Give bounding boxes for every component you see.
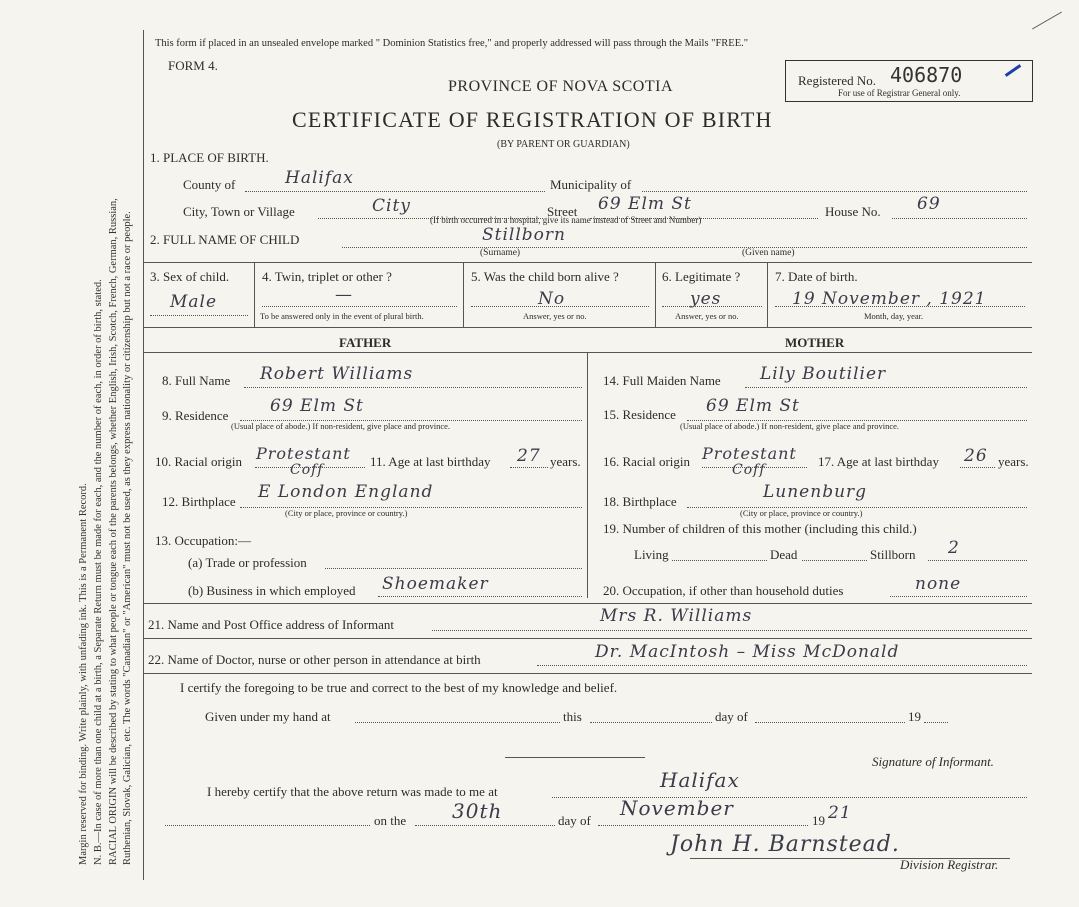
mother-age-value: 26 — [964, 446, 988, 466]
twin-note: To be answered only in the event of plural birth. — [260, 311, 424, 321]
year2-prefix: 19 — [812, 813, 825, 828]
sex-value: Male — [170, 292, 218, 312]
father-heading: FATHER — [339, 335, 392, 350]
mother-name-label: 14. Full Maiden Name — [603, 373, 721, 388]
on-the-label: on the — [374, 813, 407, 828]
father-trade-label: (a) Trade or profession — [188, 555, 307, 570]
place-heading: 1. PLACE OF BIRTH. — [150, 150, 269, 165]
left-border — [143, 30, 144, 880]
mother-name-value: Lily Boutilier — [760, 364, 887, 384]
municipality-label: Municipality of — [550, 177, 632, 192]
given-under-label: Given under my hand at — [205, 709, 331, 724]
check-mark-icon — [1005, 64, 1021, 77]
mother-residence-value: 69 Elm St — [706, 396, 800, 416]
street-value: 69 Elm St — [598, 194, 692, 214]
mother-age-unit: years. — [998, 454, 1029, 469]
county-value: Halifax — [285, 168, 354, 188]
certificate-title: CERTIFICATE OF REGISTRATION OF BIRTH — [292, 107, 773, 132]
date-label: 7. Date of birth. — [775, 269, 858, 284]
father-racial-value: Protestant — [256, 444, 351, 463]
registrar-signature: John H. Barnstead. — [670, 832, 900, 857]
alive-value: No — [538, 289, 566, 309]
on-the-leading-line — [165, 825, 370, 826]
father-racial-label: 10. Racial origin — [155, 454, 243, 469]
father-age-unit: years. — [550, 454, 581, 469]
legitimate-value: yes — [690, 289, 722, 309]
rule-bottom-boxes — [143, 327, 1032, 328]
father-residence-value: 69 Elm St — [270, 396, 364, 416]
alive-note: Answer, yes or no. — [523, 311, 587, 321]
surname-note: (Surname) — [480, 248, 521, 258]
mother-occupation-label: 20. Occupation, if other than household duties — [603, 583, 844, 598]
dead-line — [802, 560, 867, 561]
doctor-label: 22. Name of Doctor, nurse or other person in attendance at birth — [148, 652, 481, 667]
sex-label: 3. Sex of child. — [150, 269, 230, 284]
mother-birthplace-value: Lunenburg — [763, 482, 868, 502]
day-of-label: day of — [715, 709, 748, 724]
stillborn-value: 2 — [948, 538, 960, 558]
registrar-note: For use of Registrar General only. — [838, 88, 961, 98]
on-the-value: 30th — [452, 799, 503, 823]
margin-line-1: Margin reserved for binding. Write plainly, with unfading ink. This is a Permanent Record. — [78, 483, 89, 865]
father-name-label: 8. Full Name — [162, 373, 231, 388]
year-line — [924, 722, 948, 723]
date-value: 19 November , 1921 — [792, 289, 987, 309]
twin-value: — — [335, 285, 353, 305]
father-name-value: Robert Williams — [260, 364, 414, 384]
informant-label: 21. Name and Post Office address of Informant — [148, 617, 394, 632]
box-divider-4 — [767, 262, 768, 327]
father-trade-line — [325, 568, 582, 569]
month-value: November — [620, 796, 734, 820]
month2-line — [598, 825, 808, 826]
city-label: City, Town or Village — [183, 204, 295, 219]
father-business-line — [378, 596, 582, 597]
house-line — [892, 218, 1027, 219]
this-label: this — [563, 709, 582, 724]
return-label: I hereby certify that the above return was made to me at — [207, 784, 498, 799]
registered-number: 406870 — [890, 63, 963, 87]
mail-note: This form if placed in an unsealed envelope marked " Dominion Statistics free," and properly addressed will pass through the Mails "FREE." — [155, 38, 749, 49]
father-residence-note: (Usual place of abode.) If non-resident, give place and province. — [231, 421, 451, 431]
stillborn-line — [928, 560, 1027, 561]
given-at-line — [355, 722, 560, 723]
mother-residence-label: 15. Residence — [603, 407, 676, 422]
city-value: City — [372, 196, 411, 216]
margin-line-2: N. B.—In case of more than one child at a birth, a Separate Return must be made for each, and the number of each, in order of birth, stated. — [93, 279, 104, 865]
sex-line — [150, 315, 248, 316]
twin-line — [262, 306, 457, 307]
informant-value: Mrs R. Williams — [600, 606, 753, 626]
street-label: Street — [547, 204, 578, 219]
box-divider-2 — [463, 262, 464, 327]
father-age-line — [510, 467, 548, 468]
father-age-label: 11. Age at last birthday — [370, 454, 491, 469]
twin-label: 4. Twin, triplet or other ? — [262, 269, 392, 284]
father-occupation-label: 13. Occupation:— — [155, 533, 252, 548]
margin-notes — [0, 0, 140, 907]
informant-signature-rule — [505, 757, 645, 758]
father-age-value: 27 — [517, 446, 541, 466]
street-note: (If birth occurred in a hospital, give its name instead of Street and Number) — [430, 215, 702, 225]
alive-line — [471, 306, 649, 307]
county-line — [245, 191, 545, 192]
registered-label: Registered No. — [798, 73, 876, 88]
on-the-line — [415, 825, 555, 826]
rule-21 — [143, 603, 1032, 604]
mother-children-label: 19. Number of children of this mother (including this child.) — [603, 521, 917, 536]
mother-name-line — [745, 387, 1027, 388]
certificate-subtitle: (BY PARENT OR GUARDIAN) — [497, 139, 630, 150]
father-birthplace-note: (City or place, province or country.) — [285, 508, 408, 518]
alive-label: 5. Was the child born alive ? — [471, 269, 619, 284]
living-label: Living — [634, 547, 669, 562]
return-place-value: Halifax — [660, 768, 740, 792]
mother-birthplace-note: (City or place, province or country.) — [740, 508, 863, 518]
father-business-value: Shoemaker — [382, 574, 489, 594]
year2-value: 21 — [828, 803, 852, 823]
county-label: County of — [183, 177, 236, 192]
child-name-line — [342, 247, 1027, 248]
mother-residence-note: (Usual place of abode.) If non-resident, give place and province. — [680, 421, 900, 431]
dead-label: Dead — [770, 547, 798, 562]
date-line — [775, 306, 1025, 307]
father-birthplace-label: 12. Birthplace — [162, 494, 236, 509]
margin-line-4: Ruthenian, Slovak, Galician, etc. The words "Canadian" or "American" must not be used, as they express nationality or citizenship but not a race or people. — [122, 211, 133, 865]
father-racial-sub: Coff — [290, 462, 324, 478]
mother-occupation-value: none — [915, 574, 962, 594]
division-registrar-label: Division Registrar. — [900, 857, 999, 872]
doctor-value: Dr. MacIntosh – Miss McDonald — [595, 642, 900, 662]
living-line — [672, 560, 767, 561]
stillborn-label: Stillborn — [870, 547, 916, 562]
rule-certify — [143, 673, 1032, 674]
child-name-value: Stillborn — [482, 225, 566, 245]
this-day-line — [590, 722, 712, 723]
box-divider-3 — [655, 262, 656, 327]
doctor-line — [537, 665, 1027, 666]
mother-age-line — [960, 467, 995, 468]
father-mother-divider — [587, 352, 588, 598]
province-title: PROVINCE OF NOVA SCOTIA — [448, 78, 674, 95]
certify-statement: I certify the foregoing to be true and correct to the best of my knowledge and belief. — [180, 680, 618, 695]
mother-racial-label: 16. Racial origin — [603, 454, 691, 469]
date-note: Month, day, year. — [864, 311, 924, 321]
form-number: FORM 4. — [168, 58, 218, 73]
mother-heading: MOTHER — [785, 335, 845, 350]
legitimate-line — [662, 306, 762, 307]
corner-check-icon — [1032, 12, 1062, 30]
margin-line-3: RACIAL ORIGIN will be described by stating to what people or tongue each of the parents belongs, whether English, Irish, Scotch, French, German, Russian, — [108, 198, 119, 865]
father-birthplace-value: E London England — [258, 482, 434, 502]
registration-box — [785, 60, 1033, 102]
year-prefix: 19 — [908, 709, 921, 724]
mother-age-label: 17. Age at last birthday — [818, 454, 939, 469]
signature-of-informant-label: Signature of Informant. — [872, 754, 994, 769]
house-value: 69 — [917, 194, 941, 214]
rule-top-boxes — [143, 262, 1032, 263]
house-label: House No. — [825, 204, 881, 219]
mother-occupation-line — [890, 596, 1027, 597]
rule-heading — [143, 352, 1032, 353]
given-name-note: (Given name) — [742, 248, 795, 258]
informant-line — [432, 630, 1027, 631]
mother-birthplace-label: 18. Birthplace — [603, 494, 677, 509]
child-name-heading: 2. FULL NAME OF CHILD — [150, 232, 300, 247]
legitimate-label: 6. Legitimate ? — [662, 269, 741, 284]
box-divider-1 — [254, 262, 255, 327]
father-name-line — [244, 387, 582, 388]
day-of2-label: day of — [558, 813, 591, 828]
mother-racial-sub: Coff — [732, 462, 766, 478]
rule-22 — [143, 638, 1032, 639]
legitimate-note: Answer, yes or no. — [675, 311, 739, 321]
month-line — [755, 722, 905, 723]
mother-racial-value: Protestant — [702, 444, 797, 463]
father-residence-label: 9. Residence — [162, 408, 229, 423]
father-business-label: (b) Business in which employed — [188, 583, 356, 598]
municipality-line — [642, 191, 1027, 192]
